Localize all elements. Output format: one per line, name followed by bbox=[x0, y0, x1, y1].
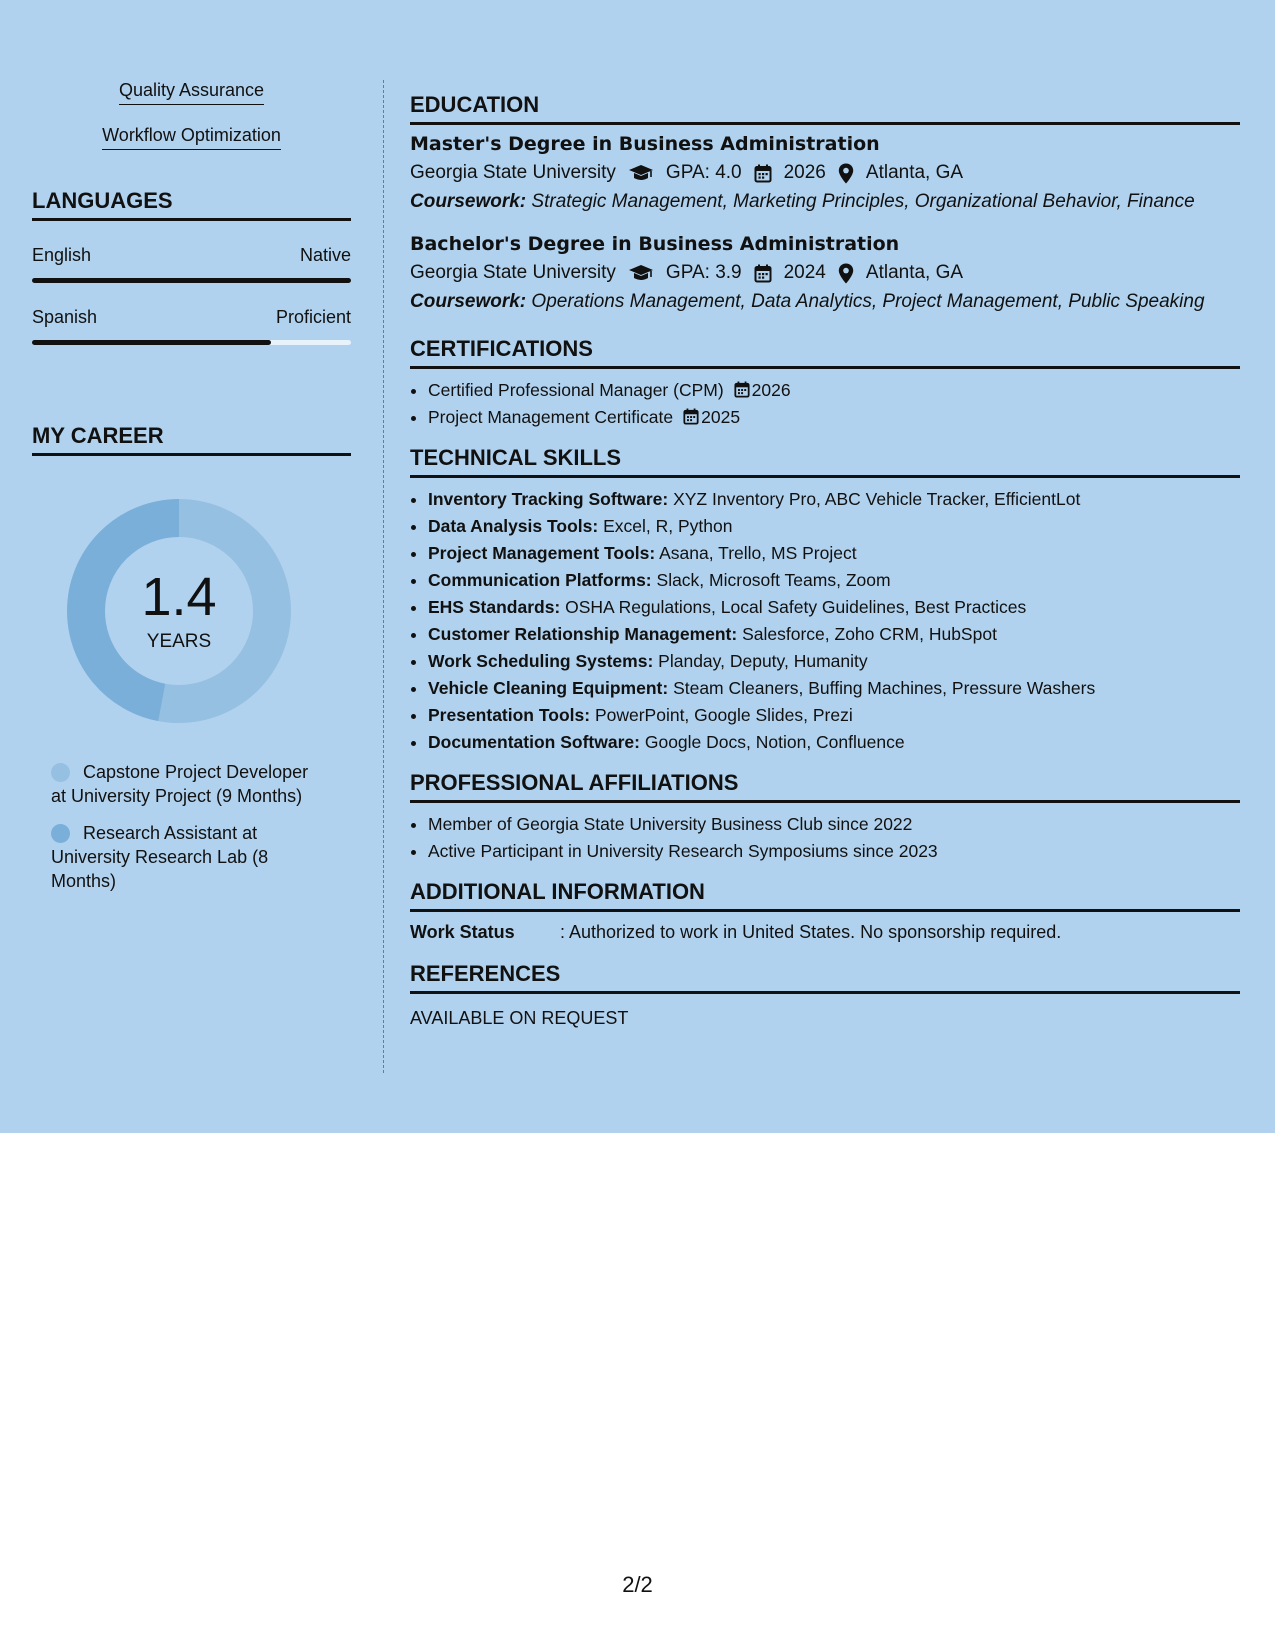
skill-category: Presentation Tools: bbox=[428, 705, 591, 725]
skill-values: Google Docs, Notion, Confluence bbox=[644, 732, 905, 752]
calendar-icon bbox=[754, 264, 772, 283]
skill-item bbox=[428, 513, 1240, 540]
skill-values: Excel, R, Python bbox=[603, 516, 733, 536]
technical-skills-heading: TECHNICAL SKILLS bbox=[410, 445, 1240, 478]
career-heading: MY CAREER bbox=[32, 423, 351, 456]
certification-item bbox=[428, 404, 1240, 431]
affiliation-item: • Member of Georgia State University Business Club since 2022 bbox=[428, 811, 1240, 838]
skill-item bbox=[428, 567, 1240, 594]
skill-values: XYZ Inventory Pro, ABC Vehicle Tracker, EfficientLot bbox=[673, 489, 1081, 509]
degree-title: Master's Degree in Business Administration bbox=[410, 133, 880, 155]
language-level: Proficient bbox=[275, 307, 351, 327]
education-entry bbox=[410, 233, 1240, 314]
affiliations-heading: PROFESSIONAL AFFILIATIONS bbox=[410, 770, 1240, 803]
affiliations-list bbox=[410, 811, 1240, 865]
skill-values: Slack, Microsoft Teams, Zoom bbox=[656, 570, 891, 590]
coursework-label: Coursework: bbox=[410, 191, 527, 212]
career-item-text: Research Assistant at University Research Lab (8 Months) bbox=[51, 823, 269, 891]
language-row bbox=[32, 245, 351, 266]
language-bar-fill bbox=[32, 278, 351, 283]
language-spanish bbox=[32, 307, 351, 345]
skill-category: Communication Platforms: bbox=[428, 570, 652, 590]
skill-category: Customer Relationship Management: bbox=[428, 624, 738, 644]
gpa: GPA: 3.9 bbox=[665, 262, 742, 283]
education-heading: EDUCATION bbox=[410, 92, 1240, 125]
graduation-year: 2024 bbox=[783, 262, 826, 283]
skill-item bbox=[428, 540, 1240, 567]
work-status-label: Work Status bbox=[410, 922, 515, 942]
skill-item bbox=[428, 621, 1240, 648]
language-bar bbox=[32, 278, 351, 283]
coursework bbox=[410, 290, 1240, 314]
legend-dot bbox=[51, 824, 70, 843]
certifications-list bbox=[410, 377, 1240, 431]
career-donut-chart bbox=[66, 498, 292, 724]
certifications-heading: CERTIFICATIONS bbox=[410, 336, 1240, 369]
certification-name: Certified Professional Manager (CPM) bbox=[428, 380, 724, 400]
school-name: Georgia State University bbox=[410, 262, 616, 283]
sidebar bbox=[32, 80, 351, 893]
calendar-icon bbox=[734, 381, 750, 398]
calendar-icon bbox=[683, 408, 699, 425]
career-item-text: Capstone Project Developer at University Project (9 Months) bbox=[51, 762, 309, 806]
language-name: English bbox=[32, 245, 92, 265]
skill-category: Documentation Software: bbox=[428, 732, 640, 752]
language-bar bbox=[32, 340, 351, 345]
references-text: AVAILABLE ON REQUEST bbox=[410, 1008, 629, 1028]
affiliation-item: • Active Participant in University Research Symposiums since 2023 bbox=[428, 838, 1240, 865]
language-row bbox=[32, 307, 351, 328]
language-bar-fill bbox=[32, 340, 271, 345]
calendar-icon bbox=[754, 164, 772, 183]
skill-values: OSHA Regulations, Local Safety Guidelines, Best Practices bbox=[565, 597, 1027, 617]
skill-category: Project Management Tools: bbox=[428, 543, 656, 563]
coursework bbox=[410, 190, 1240, 214]
career-total-unit: YEARS bbox=[146, 631, 212, 652]
skill-values: PowerPoint, Google Slides, Prezi bbox=[594, 705, 853, 725]
coursework-list: Operations Management, Data Analytics, Project Management, Public Speaking bbox=[531, 291, 1205, 312]
skill-values: Salesforce, Zoho CRM, HubSpot bbox=[742, 624, 997, 644]
certification-year: 2025 bbox=[701, 407, 741, 427]
career-legend-item bbox=[51, 760, 326, 808]
school-name: Georgia State University bbox=[410, 162, 616, 183]
skill-label: Quality Assurance bbox=[119, 80, 264, 105]
main-content bbox=[410, 92, 1240, 1029]
language-english bbox=[32, 245, 351, 283]
language-name: Spanish bbox=[32, 307, 98, 327]
skill-item bbox=[428, 702, 1240, 729]
skill-item bbox=[428, 729, 1240, 756]
skill-item bbox=[428, 486, 1240, 513]
skill-values: Steam Cleaners, Buffing Machines, Pressure Washers bbox=[673, 678, 1096, 698]
skill-values: Asana, Trello, MS Project bbox=[659, 543, 857, 563]
location-pin-icon bbox=[838, 163, 854, 184]
skill-category: Work Scheduling Systems: bbox=[428, 651, 654, 671]
page-number: 2/2 bbox=[622, 1572, 653, 1597]
certification-year: 2026 bbox=[751, 380, 791, 400]
school-location: Atlanta, GA bbox=[865, 162, 964, 183]
graduation-cap-icon bbox=[628, 164, 654, 182]
work-status-row bbox=[410, 922, 1240, 943]
skill-label: Workflow Optimization bbox=[102, 125, 281, 150]
skill-category: Inventory Tracking Software: bbox=[428, 489, 669, 509]
education-entry bbox=[410, 133, 1240, 214]
skill-item bbox=[428, 648, 1240, 675]
skill-category: Vehicle Cleaning Equipment: bbox=[428, 678, 669, 698]
additional-info-heading: ADDITIONAL INFORMATION bbox=[410, 879, 1240, 912]
work-status-value: : Authorized to work in United States. No sponsorship required. bbox=[560, 922, 1062, 942]
location-pin-icon bbox=[838, 263, 854, 284]
languages-heading: LANGUAGES bbox=[32, 188, 351, 221]
language-level: Native bbox=[299, 245, 351, 265]
graduation-cap-icon bbox=[628, 264, 654, 282]
gpa: GPA: 4.0 bbox=[665, 162, 742, 183]
column-divider bbox=[383, 80, 384, 1073]
skill-values: Planday, Deputy, Humanity bbox=[658, 651, 868, 671]
coursework-label: Coursework: bbox=[410, 291, 527, 312]
technical-skills-list bbox=[410, 486, 1240, 756]
career-total-value: 1.4 bbox=[141, 567, 217, 627]
references-heading: REFERENCES bbox=[410, 961, 1240, 994]
skill-category: EHS Standards: bbox=[428, 597, 561, 617]
certification-name: Project Management Certificate bbox=[428, 407, 674, 427]
school-location: Atlanta, GA bbox=[865, 262, 964, 283]
career-legend-item bbox=[51, 821, 326, 893]
skill-quality-assurance bbox=[32, 80, 351, 125]
coursework-list: Strategic Management, Marketing Principles, Organizational Behavior, Finance bbox=[531, 191, 1195, 212]
education-meta bbox=[410, 162, 1240, 184]
skill-item bbox=[428, 675, 1240, 702]
skill-workflow-optimization bbox=[32, 125, 351, 170]
degree-title: Bachelor's Degree in Business Administration bbox=[410, 233, 900, 255]
education-meta bbox=[410, 262, 1240, 284]
graduation-year: 2026 bbox=[783, 162, 826, 183]
legend-dot bbox=[51, 763, 70, 782]
certification-item bbox=[428, 377, 1240, 404]
skill-item bbox=[428, 594, 1240, 621]
skill-category: Data Analysis Tools: bbox=[428, 516, 599, 536]
